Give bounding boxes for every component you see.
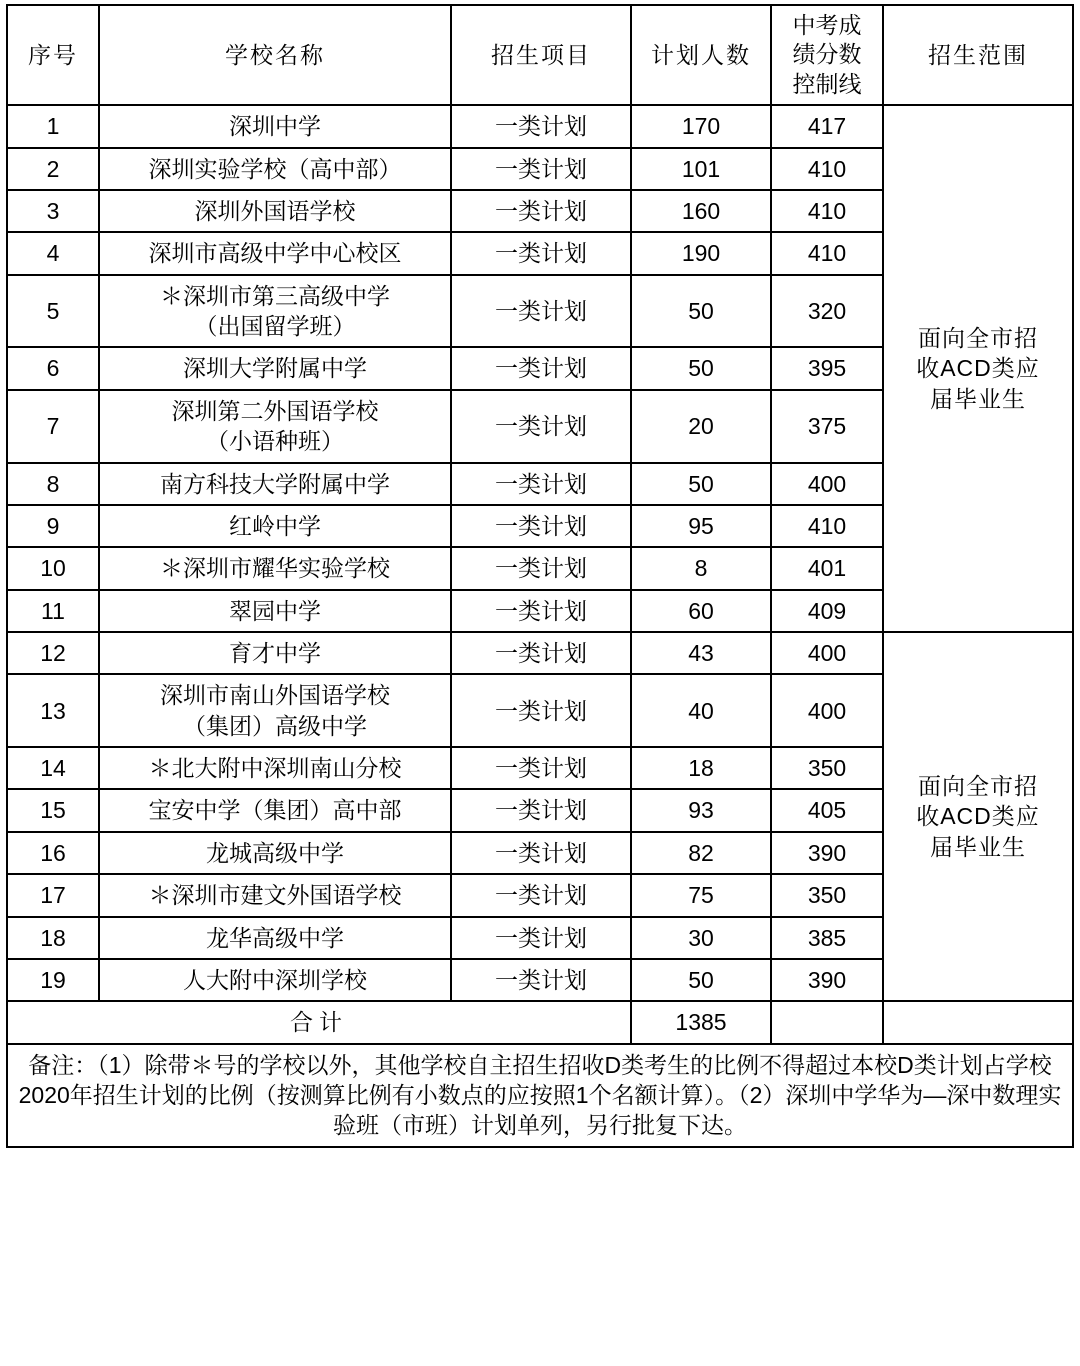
cell-index: 3 [7,190,99,232]
cell-score-line: 410 [771,232,883,274]
cell-index: 5 [7,275,99,348]
header-score-line-3: 控制线 [792,70,862,97]
cell-project: 一类计划 [451,917,631,959]
cell-project: 一类计划 [451,832,631,874]
range-group-2-line-2: 收ACD类应 [916,803,1040,830]
cell-project: 一类计划 [451,190,631,232]
cell-score-line: 401 [771,547,883,589]
cell-school-name [99,275,451,348]
cell-score-line: 350 [771,874,883,916]
cell-plan-count: 50 [631,463,771,505]
cell-plan-count: 160 [631,190,771,232]
cell-project: 一类计划 [451,747,631,789]
range-group-1-line-2: 收ACD类应 [916,355,1040,382]
cell-plan-count: 75 [631,874,771,916]
school-name-line-2: （集团）高级中学 [183,712,367,739]
cell-index: 8 [7,463,99,505]
cell-plan-count: 82 [631,832,771,874]
cell-index: 9 [7,505,99,547]
cell-project: 一类计划 [451,505,631,547]
cell-school-name: 南方科技大学附属中学 [99,463,451,505]
cell-project: 一类计划 [451,463,631,505]
cell-plan-count: 20 [631,390,771,463]
cell-score-line: 405 [771,789,883,831]
cell-plan-count: 50 [631,959,771,1001]
cell-school-name: 人大附中深圳学校 [99,959,451,1001]
cell-school-name: 深圳外国语学校 [99,190,451,232]
cell-index: 6 [7,347,99,389]
total-label: 合计 [7,1001,631,1043]
cell-index: 7 [7,390,99,463]
cell-project: 一类计划 [451,347,631,389]
cell-school-name: ＊深圳市建文外国语学校 [99,874,451,916]
school-name-line-1: 深圳市南山外国语学校 [160,682,390,709]
header-project: 招生项目 [451,5,631,105]
cell-school-name: 深圳实验学校（高中部） [99,148,451,190]
cell-school-name: 深圳中学 [99,105,451,147]
cell-index: 13 [7,674,99,747]
cell-index: 12 [7,632,99,674]
header-score-line-1: 中考成 [792,12,862,38]
cell-score-line: 390 [771,832,883,874]
cell-project: 一类计划 [451,547,631,589]
cell-score-line: 400 [771,632,883,674]
table-row [7,105,1073,147]
cell-score-line: 410 [771,190,883,232]
cell-index: 15 [7,789,99,831]
cell-plan-count: 93 [631,789,771,831]
cell-school-name [99,390,451,463]
cell-index: 14 [7,747,99,789]
cell-score-line: 417 [771,105,883,147]
cell-plan-count: 60 [631,590,771,632]
cell-score-line: 410 [771,505,883,547]
table-note-row [7,1044,1073,1147]
cell-project: 一类计划 [451,232,631,274]
cell-index: 18 [7,917,99,959]
cell-school-name: 深圳大学附属中学 [99,347,451,389]
cell-index: 16 [7,832,99,874]
total-plan-count: 1385 [631,1001,771,1043]
cell-school-name: 翠园中学 [99,590,451,632]
cell-school-name: ＊深圳市耀华实验学校 [99,547,451,589]
cell-plan-count: 170 [631,105,771,147]
cell-index: 19 [7,959,99,1001]
table-row [7,632,1073,674]
cell-project: 一类计划 [451,590,631,632]
cell-school-name [99,674,451,747]
cell-project: 一类计划 [451,959,631,1001]
header-index: 序号 [7,5,99,105]
header-score-line-2: 绩分数 [792,41,862,68]
school-name-line-1: 深圳第二外国语学校 [171,397,379,424]
cell-plan-count: 95 [631,505,771,547]
cell-score-line: 320 [771,275,883,348]
cell-index: 10 [7,547,99,589]
range-group-1-line-1: 面向全市招 [918,325,1038,352]
cell-score-line: 390 [771,959,883,1001]
cell-index: 11 [7,590,99,632]
total-score-empty [771,1001,883,1043]
cell-project: 一类计划 [451,390,631,463]
cell-plan-count: 50 [631,347,771,389]
header-admission-range: 招生范围 [883,5,1073,105]
range-group-1-line-3: 届毕业生 [930,385,1026,412]
cell-plan-count: 43 [631,632,771,674]
cell-school-name: 龙城高级中学 [99,832,451,874]
cell-project: 一类计划 [451,789,631,831]
cell-plan-count: 40 [631,674,771,747]
cell-admission-range-group-1 [883,105,1073,632]
cell-score-line: 375 [771,390,883,463]
cell-project: 一类计划 [451,105,631,147]
cell-plan-count: 30 [631,917,771,959]
cell-plan-count: 8 [631,547,771,589]
cell-score-line: 410 [771,148,883,190]
cell-plan-count: 190 [631,232,771,274]
cell-school-name: 深圳市高级中学中心校区 [99,232,451,274]
header-plan-count: 计划人数 [631,5,771,105]
cell-project: 一类计划 [451,148,631,190]
cell-index: 1 [7,105,99,147]
school-name-line-2: （小语种班） [206,428,344,455]
range-group-2-line-3: 届毕业生 [930,833,1026,860]
cell-school-name: 育才中学 [99,632,451,674]
school-name-line-1: ＊深圳市第三高级中学 [160,282,390,309]
cell-score-line: 400 [771,674,883,747]
cell-school-name: 龙华高级中学 [99,917,451,959]
total-range-empty [883,1001,1073,1043]
cell-admission-range-group-2 [883,632,1073,1001]
cell-score-line: 350 [771,747,883,789]
cell-project: 一类计划 [451,874,631,916]
cell-project: 一类计划 [451,674,631,747]
range-group-2-line-1: 面向全市招 [918,773,1038,800]
cell-score-line: 400 [771,463,883,505]
cell-index: 4 [7,232,99,274]
cell-plan-count: 50 [631,275,771,348]
cell-school-name: ＊北大附中深圳南山分校 [99,747,451,789]
cell-school-name: 宝安中学（集团）高中部 [99,789,451,831]
cell-school-name: 红岭中学 [99,505,451,547]
cell-project: 一类计划 [451,632,631,674]
cell-plan-count: 18 [631,747,771,789]
note-text: 备注：（1）除带＊号的学校以外，其他学校自主招生招收D类考生的比例不得超过本校D类计划占学校2020年招生计划的比例（按测算比例有小数点的应按照1个名额计算）。（2）深圳中学华为—深中数理实验班（市班）计划单列，另行批复下达。 [18,1051,1062,1139]
table-total-row [7,1001,1073,1043]
cell-index: 17 [7,874,99,916]
cell-index: 2 [7,148,99,190]
cell-score-line: 395 [771,347,883,389]
school-name-line-2: （出国留学班） [194,313,356,340]
cell-plan-count: 101 [631,148,771,190]
cell-score-line: 385 [771,917,883,959]
table-header-row [7,5,1073,105]
cell-project: 一类计划 [451,275,631,348]
admission-plan-table [6,4,1074,1148]
cell-score-line: 409 [771,590,883,632]
header-score-line [771,5,883,105]
header-school-name: 学校名称 [99,5,451,105]
note-cell [7,1044,1073,1147]
